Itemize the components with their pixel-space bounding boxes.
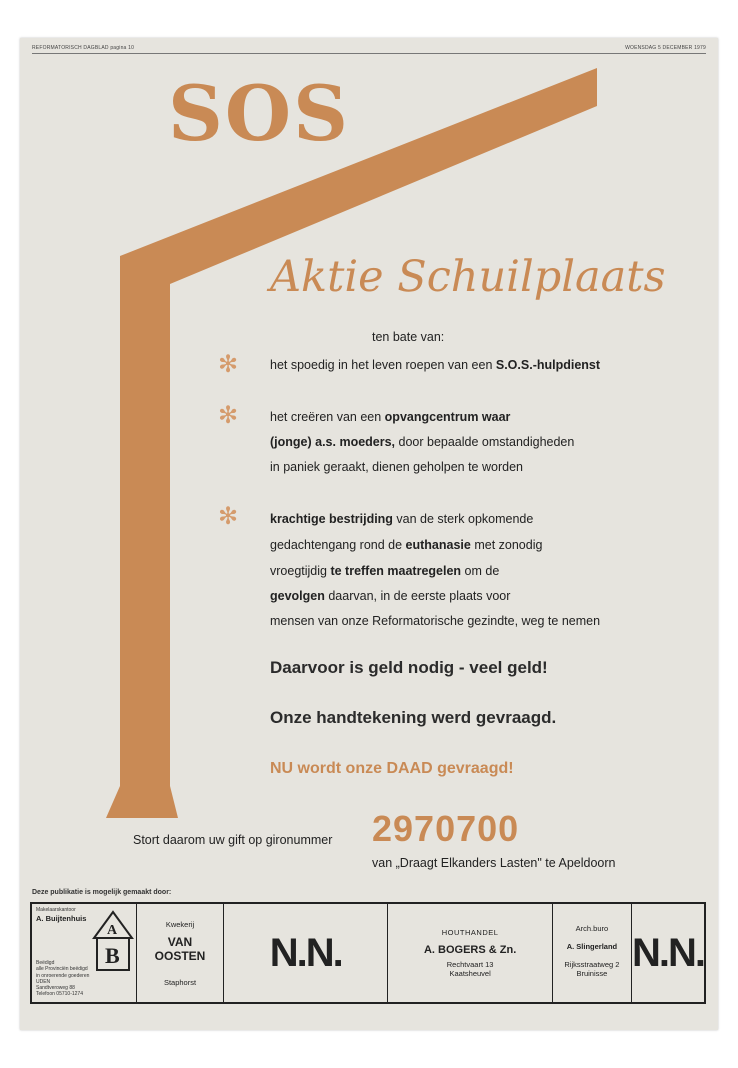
item-3-line-4: gevolgen daarvan, in de eerste plaats voor (270, 589, 511, 603)
sponsor-van-oosten-type: Kwekerij (165, 920, 195, 929)
sponsors-title: Deze publikatie is mogelijk gemaakt door: (32, 889, 172, 896)
donation-instruction: Stort daarom uw gift op gironummer (133, 833, 333, 847)
address-line: Kaatsheuvel (449, 969, 491, 978)
item-3-line-5: mensen van onze Reformatorische gezindte, weg te nemen (270, 614, 601, 628)
sponsor-slingerland-address (553, 960, 631, 978)
sponsor-buijtenhuis-name: A. Buijtenhuis (36, 914, 87, 923)
sponsor-buijtenhuis (32, 904, 137, 1002)
info-line: in onroerende goederen (36, 972, 90, 979)
sponsor-bogers-name: A. BOGERS & Zn. (423, 944, 517, 956)
sponsor-van-oosten-name (137, 936, 223, 964)
header-left: REFORMATORISCH DAGBLAD pagina 10 (32, 45, 135, 51)
sponsor-buijtenhuis-info (36, 960, 89, 998)
sponsor-van-oosten-place: Staphorst (163, 978, 197, 987)
sos-heading: SOS (168, 69, 350, 158)
item-3-line-3: vroegtijdig te treffen maatregelen om de (270, 564, 500, 578)
slogan-signature: Onze handtekening werd gevraagd. (270, 708, 557, 727)
item-2-line-2: (jonge) a.s. moeders, door bepaalde omstandigheden (270, 435, 575, 449)
sponsor-van-oosten (137, 904, 224, 1002)
item-2-line-3: in paniek geraakt, dienen geholpen te worden (270, 460, 523, 474)
sponsor-nn-2 (632, 904, 704, 1002)
address-line: Rechtvaart 13 (446, 960, 494, 969)
address-line: Rijksstraatweg 2 (564, 960, 620, 969)
slogan-action: NU wordt onze DAAD gevraagd! (270, 760, 514, 777)
ad-subtitle: ten bate van: (372, 330, 445, 344)
sponsor-box (30, 902, 706, 1004)
name-line: OOSTEN (154, 948, 206, 963)
sponsor-buijtenhuis-type: Makelaarskantoor (36, 907, 76, 913)
asterisk-icon: ✻ (218, 402, 239, 429)
ab-logo-icon (92, 910, 134, 972)
sponsor-slingerland (553, 904, 632, 1002)
header-right: WOENSDAG 5 DECEMBER 1979 (625, 45, 706, 51)
svg-text:B: B (105, 943, 120, 968)
address-line: Bruinisse (576, 969, 608, 978)
sponsor-nn-1 (224, 904, 388, 1002)
nn-text: N.N. (269, 930, 342, 975)
info-line: alle Provinciën beëdigd (36, 966, 88, 973)
sponsor-bogers-type: HOUTHANDEL (441, 928, 499, 937)
asterisk-icon: ✻ (218, 351, 239, 378)
ad-title: Aktie Schuilplaats (270, 252, 666, 302)
info-line: UDEN (36, 978, 51, 985)
nn-text: N.N. (632, 930, 705, 975)
newspaper-page (20, 38, 718, 1030)
svg-text:A: A (107, 923, 118, 938)
sponsor-slingerland-name: A. Slingerland (566, 942, 618, 951)
name-line: VAN (167, 935, 193, 949)
info-line: Beëdigd (36, 960, 55, 966)
beneficiary: van „Draagt Elkanders Lasten" te Apeldoorn (372, 856, 616, 870)
giro-number: 2970700 (372, 808, 520, 849)
item-3-line-1: krachtige bestrijding van de sterk opkomende (270, 512, 534, 526)
sponsor-bogers (388, 904, 552, 1002)
asterisk-icon: ✻ (218, 503, 239, 530)
info-line: Sandtveroweg 88 (36, 985, 75, 991)
info-line: Telefoon 05710-1274 (36, 991, 83, 998)
item-3-line-2: gedachtengang rond de euthanasie met zonodig (270, 538, 543, 552)
slogan-money: Daarvoor is geld nodig - veel geld! (270, 658, 548, 677)
sponsor-bogers-address (388, 960, 551, 978)
sponsor-slingerland-type: Arch.buro (575, 924, 609, 933)
item-2-line-1: het creëren van een opvangcentrum waar (270, 410, 511, 424)
item-1: het spoedig in het leven roepen van een S.O.S.-hulpdienst (270, 358, 601, 372)
